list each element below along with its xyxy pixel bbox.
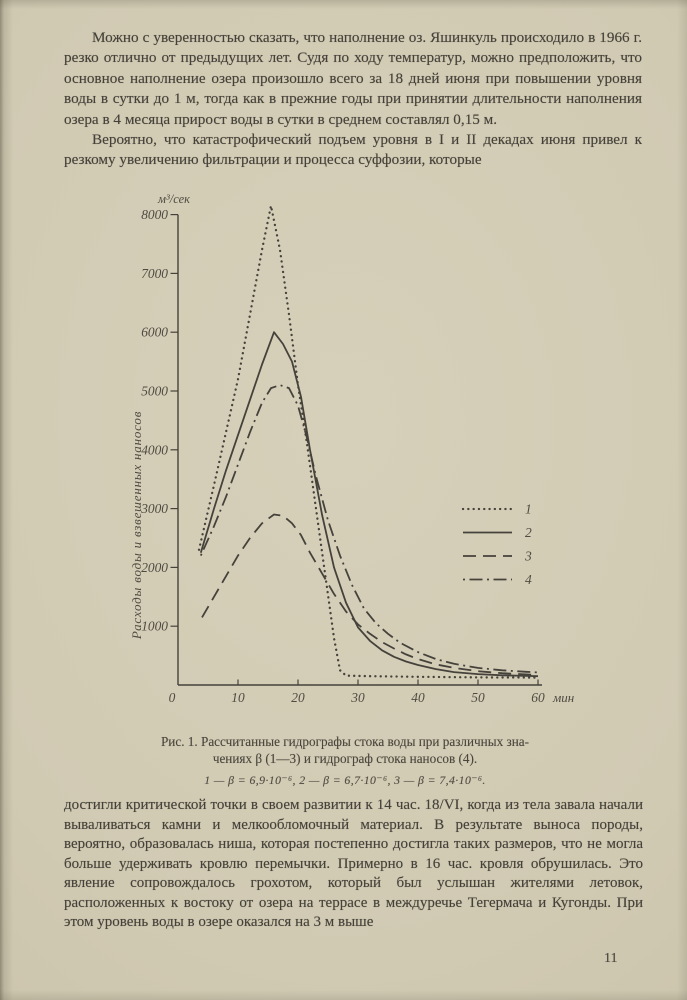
paragraph: достигли критической точки в своем развитии к 14 час. 18/VI, когда из тела завала начали вываливаться камни и мелкообломочный материал. В результате выноса породы, вероятно, образовалась ниша, которая постепенно достигла таких размеров, что не могла больше удерживать кровлю перемычки. Примерно в 16 час. кровля обрушилась. Это явление сопровождалось грохотом, который был услышан жителями летовок, расположенных к востоку от озера на террасе в междуречье Тегермача и Кугонды. При этом уровень воды в озере оказался на 3 м выше bbox=[64, 797, 643, 930]
paragraph: Вероятно, что катастрофический подъем уровня в I и II декадах июня привел к резкому увеличению фильтрации и процесса суффозии, которые bbox=[64, 131, 642, 169]
x-axis-unit-label: мин bbox=[553, 690, 575, 705]
series-line-4 bbox=[201, 385, 538, 672]
figure-caption bbox=[110, 734, 580, 789]
y-tick-label: 6000 bbox=[141, 324, 168, 340]
page-number: 11 bbox=[604, 951, 618, 966]
x-tick-label: 50 bbox=[471, 690, 485, 705]
legend-label-3: 3 bbox=[525, 548, 532, 564]
y-tick-label: 1000 bbox=[141, 618, 168, 634]
figure-caption-formula: 1 — β = 6,9·10⁻⁶, 2 — β = 6,7·10⁻⁶, 3 — β = 7,4·10⁻⁶. bbox=[204, 773, 486, 787]
y-tick-label: 2000 bbox=[141, 559, 168, 575]
figure-caption-line1: Рис. 1. Рассчитанные гидрографы стока воды при различных зна- bbox=[160, 734, 530, 749]
y-axis-label: Расходы воды и взвешенных наносов bbox=[129, 410, 144, 640]
y-tick-label: 3000 bbox=[141, 501, 168, 517]
y-tick-label: 4000 bbox=[141, 442, 168, 458]
legend-label-1: 1 bbox=[525, 501, 532, 517]
legend-label-4: 4 bbox=[525, 572, 532, 587]
series-line-3 bbox=[202, 515, 538, 676]
y-tick-label: 5000 bbox=[141, 383, 168, 399]
top-text-block bbox=[64, 28, 642, 171]
paragraph: Можно с уверенностью сказать, что наполнение оз. Яшинкуль происходило в 1966 г. резко отлично от предыдущих лет. Судя по ходу температур, можно предположить, что основное наполнение озера произошло всего за 18 дней июня при повышении уровня воды в сутки до 1 м, тогда как в прежние годы при принятии длительности наполнения озера в 4 месяца прирост воды в сутки в среднем составлял 0,15 м. bbox=[64, 29, 642, 128]
legend-label-2: 2 bbox=[525, 525, 532, 540]
hydrograph-chart bbox=[128, 193, 608, 738]
x-tick-label: 60 bbox=[531, 690, 545, 705]
y-tick-label: 8000 bbox=[141, 207, 168, 223]
series-line-1 bbox=[199, 206, 538, 678]
x-tick-label: 10 bbox=[231, 690, 245, 705]
y-tick-label: 7000 bbox=[141, 265, 168, 281]
y-axis-unit-label: м³/сек bbox=[158, 193, 190, 206]
x-tick-label: 20 bbox=[291, 690, 305, 705]
x-tick-label: 0 bbox=[168, 690, 176, 705]
bottom-text-block bbox=[64, 796, 643, 933]
x-tick-label: 40 bbox=[411, 690, 425, 705]
series-line-2 bbox=[201, 332, 538, 676]
figure-caption-line2: чениях β (1—3) и гидрограф стока наносов (4). bbox=[212, 750, 478, 766]
x-tick-label: 30 bbox=[351, 690, 365, 705]
